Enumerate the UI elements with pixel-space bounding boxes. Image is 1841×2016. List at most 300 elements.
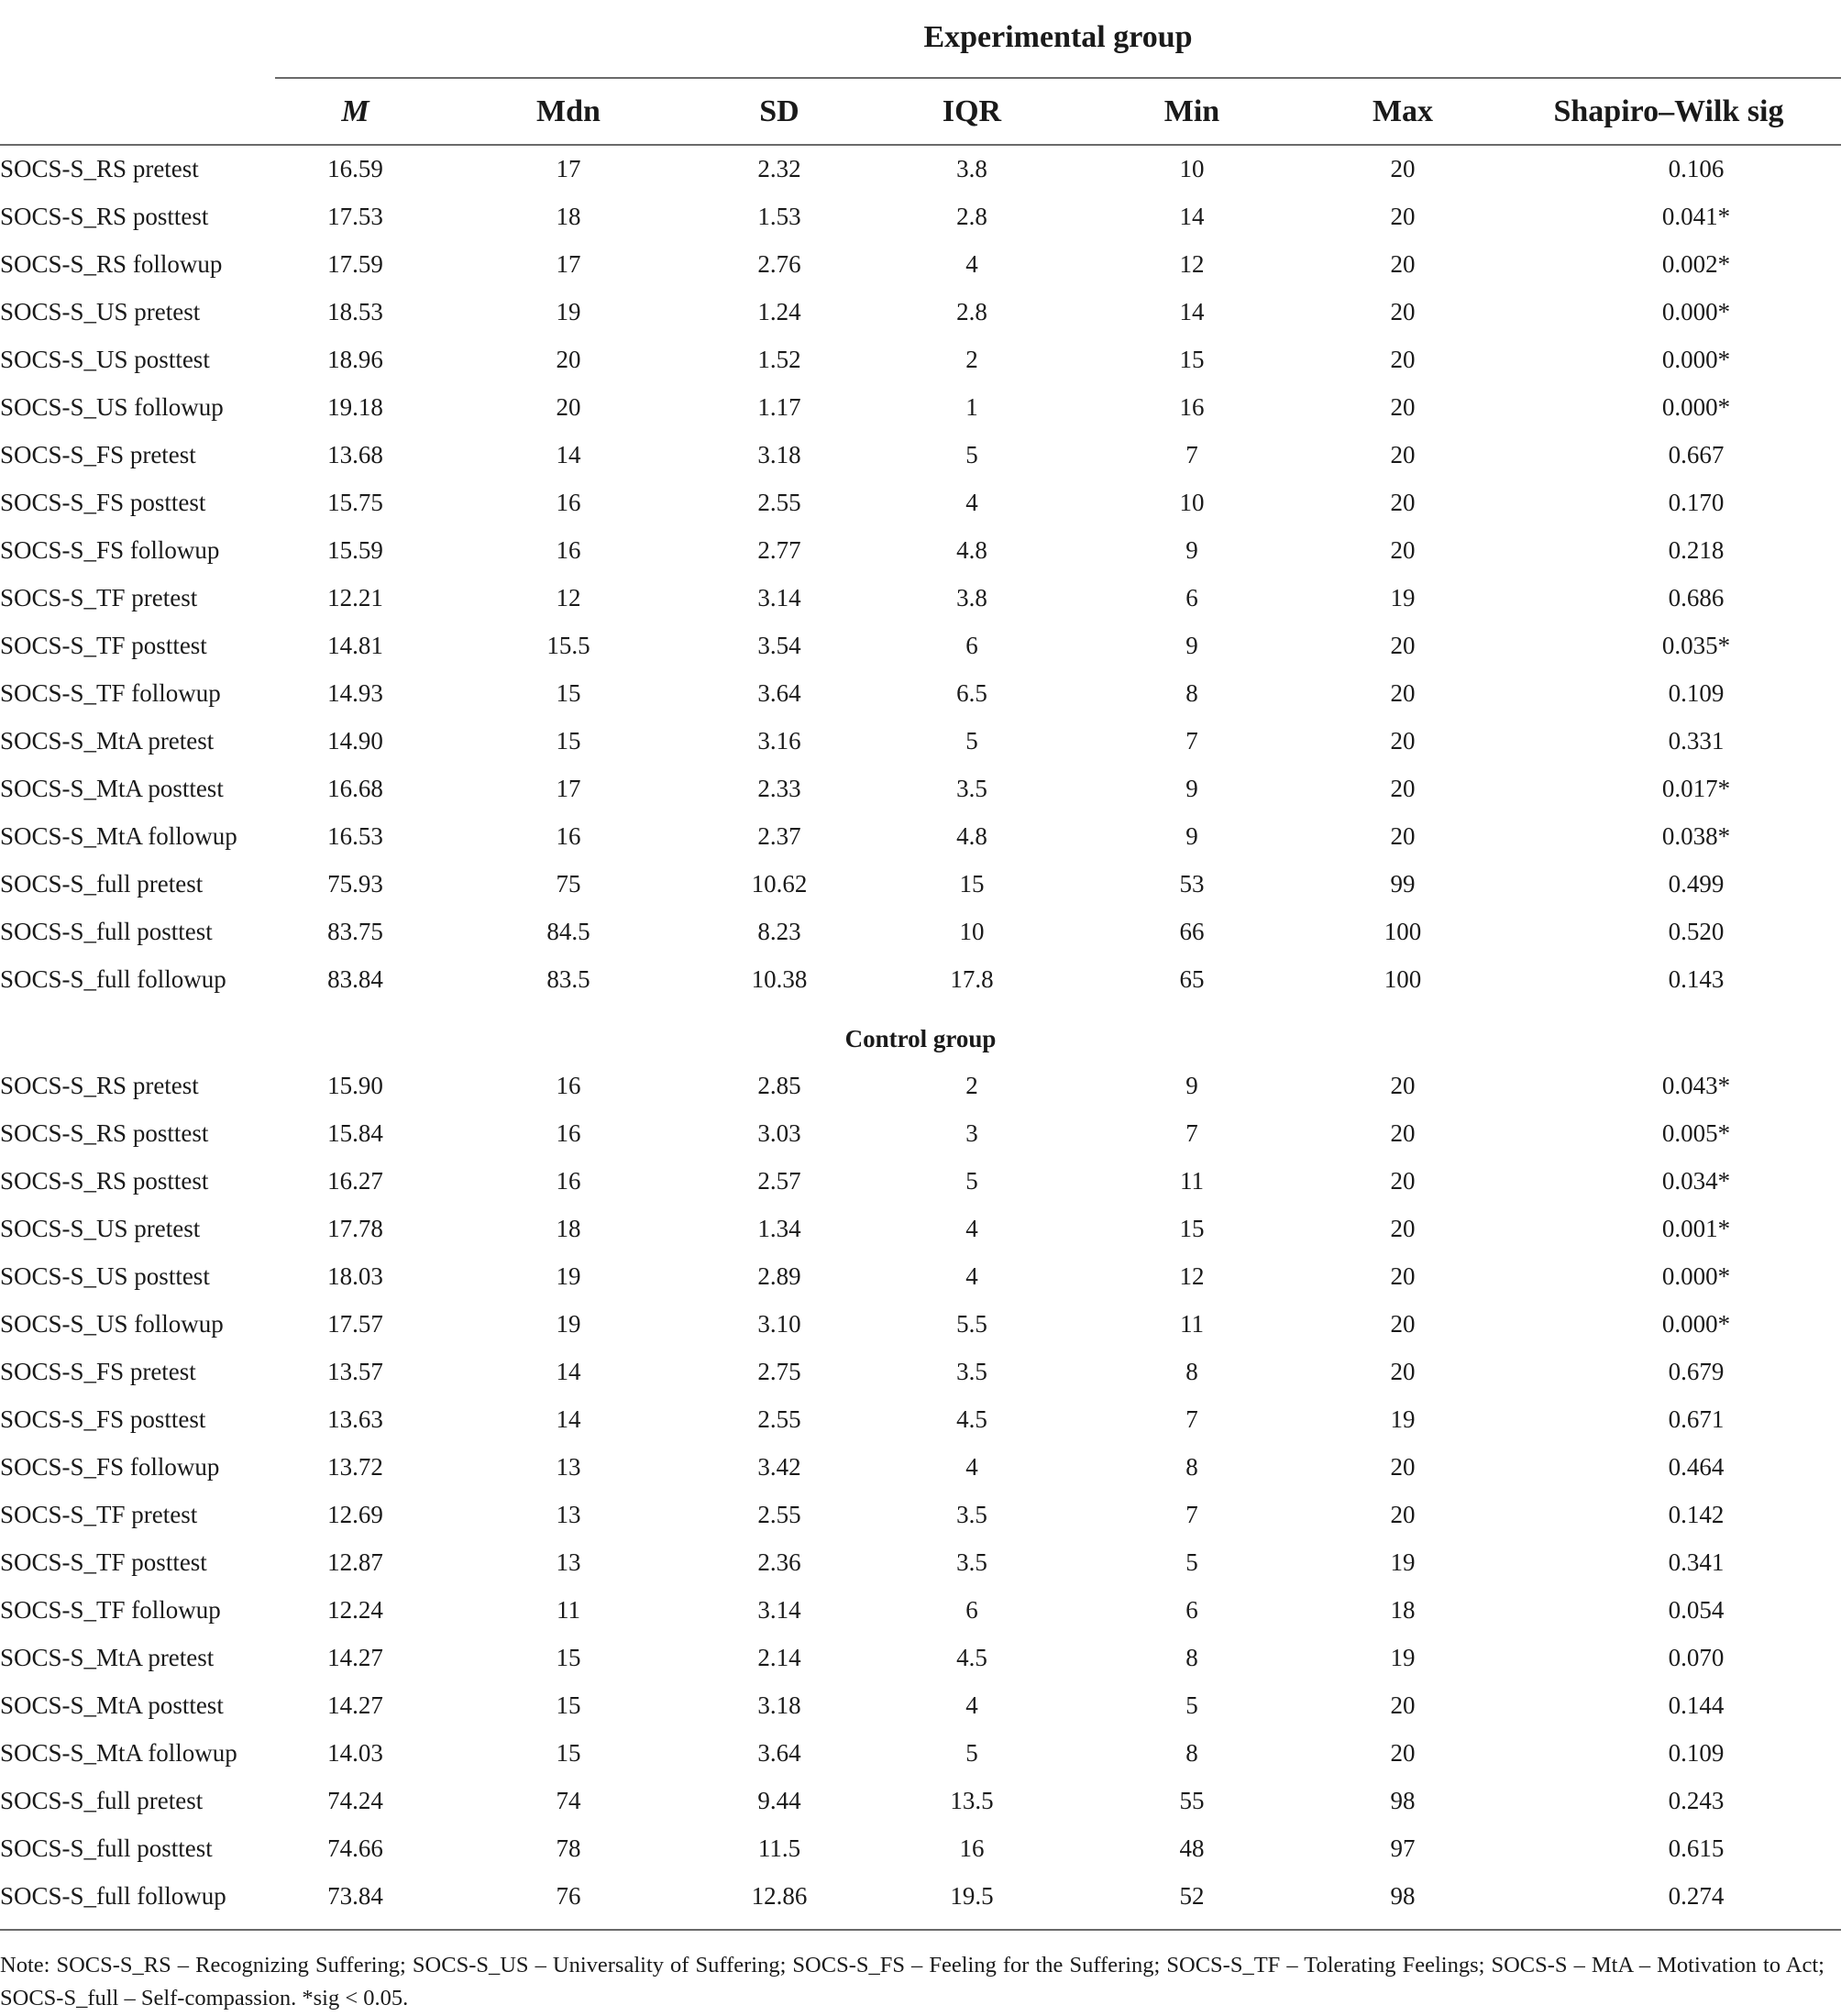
cell-label: SOCS-S_RS pretest [0, 155, 199, 182]
cell-min: 12 [1179, 1262, 1205, 1290]
cell-mdn: 19 [556, 1310, 581, 1338]
cell-mdn: 19 [556, 298, 581, 325]
cell-max: 19 [1390, 1405, 1416, 1433]
cell-mdn: 78 [556, 1834, 581, 1862]
cell-iqr: 1 [965, 393, 978, 421]
cell-iqr: 13.5 [950, 1787, 994, 1814]
cell-label: SOCS-S_full followup [0, 1882, 226, 1910]
cell-sd: 2.77 [757, 536, 801, 564]
cell-m: 16.59 [327, 155, 383, 182]
cell-sd: 3.18 [757, 1691, 801, 1719]
cell-shapiro-wilk: 0.043* [1661, 1072, 1731, 1099]
cell-min: 5 [1185, 1548, 1198, 1576]
cell-min: 10 [1179, 489, 1205, 516]
cell-max: 19 [1390, 584, 1416, 611]
cell-m: 14.27 [327, 1644, 383, 1671]
cell-sd: 1.24 [757, 298, 801, 325]
cell-min: 8 [1185, 1739, 1198, 1767]
cell-mdn: 76 [556, 1882, 581, 1910]
cell-shapiro-wilk: 0.000* [1661, 393, 1731, 421]
cell-label: SOCS-S_TF posttest [0, 1548, 207, 1576]
cell-label: SOCS-S_TF followup [0, 679, 221, 707]
cell-m: 13.72 [327, 1453, 383, 1481]
experimental-table-row [0, 526, 1841, 574]
cell-max: 20 [1390, 822, 1416, 850]
cell-shapiro-wilk: 0.464 [1668, 1453, 1725, 1481]
cell-min: 10 [1179, 155, 1205, 182]
cell-shapiro-wilk: 0.615 [1668, 1834, 1725, 1862]
cell-label: SOCS-S_TF pretest [0, 584, 198, 611]
cell-label: SOCS-S_US pretest [0, 298, 201, 325]
cell-mdn: 13 [556, 1453, 581, 1481]
cell-mdn: 18 [556, 203, 581, 230]
control-table-row [0, 1586, 1841, 1634]
cell-label: SOCS-S_FS posttest [0, 1405, 206, 1433]
cell-min: 7 [1185, 727, 1198, 755]
cell-iqr: 3.5 [956, 775, 987, 802]
column-header-row [0, 84, 1841, 139]
cell-min: 7 [1185, 441, 1198, 468]
cell-m: 17.59 [327, 250, 383, 278]
cell-min: 66 [1179, 918, 1205, 945]
cell-max: 20 [1390, 1215, 1416, 1242]
cell-label: SOCS-S_RS posttest [0, 1167, 209, 1195]
cell-iqr: 15 [959, 870, 985, 898]
cell-mdn: 15 [556, 1691, 581, 1719]
cell-shapiro-wilk: 0.109 [1668, 1739, 1725, 1767]
cell-sd: 1.34 [757, 1215, 801, 1242]
cell-m: 12.87 [327, 1548, 383, 1576]
cell-sd: 10.62 [751, 870, 808, 898]
cell-m: 14.93 [327, 679, 383, 707]
cell-label: SOCS-S_MtA posttest [0, 775, 224, 802]
column-header-sd: SD [759, 94, 799, 128]
cell-m: 13.57 [327, 1358, 383, 1385]
cell-shapiro-wilk: 0.679 [1668, 1358, 1725, 1385]
cell-iqr: 16 [959, 1834, 985, 1862]
cell-min: 9 [1185, 822, 1198, 850]
cell-m: 17.53 [327, 203, 383, 230]
cell-shapiro-wilk: 0.686 [1668, 584, 1725, 611]
group-title-rule [275, 77, 1841, 79]
cell-mdn: 17 [556, 775, 581, 802]
experimental-table-row [0, 431, 1841, 479]
cell-mdn: 17 [556, 250, 581, 278]
cell-iqr: 6 [965, 632, 978, 659]
cell-m: 12.21 [327, 584, 383, 611]
cell-mdn: 13 [556, 1501, 581, 1528]
cell-iqr: 3.5 [956, 1548, 987, 1576]
cell-mdn: 16 [556, 1072, 581, 1099]
cell-shapiro-wilk: 0.000* [1661, 1310, 1731, 1338]
cell-m: 75.93 [327, 870, 383, 898]
cell-iqr: 4.8 [956, 822, 987, 850]
cell-sd: 3.64 [757, 679, 801, 707]
cell-shapiro-wilk: 0.034* [1661, 1167, 1731, 1195]
cell-max: 20 [1390, 679, 1416, 707]
cell-sd: 2.36 [757, 1548, 801, 1576]
cell-max: 20 [1390, 1501, 1416, 1528]
control-rows [0, 1062, 1841, 1920]
cell-iqr: 19.5 [950, 1882, 994, 1910]
cell-iqr: 4.8 [956, 536, 987, 564]
cell-iqr: 4 [965, 489, 978, 516]
experimental-table-row [0, 860, 1841, 908]
cell-label: SOCS-S_RS pretest [0, 1072, 199, 1099]
cell-label: SOCS-S_full posttest [0, 1834, 213, 1862]
experimental-rows [0, 145, 1841, 1003]
cell-label: SOCS-S_US posttest [0, 346, 210, 373]
cell-label: SOCS-S_full pretest [0, 870, 204, 898]
experimental-table-row [0, 193, 1841, 240]
experimental-table-row [0, 288, 1841, 336]
cell-m: 12.69 [327, 1501, 383, 1528]
cell-min: 7 [1185, 1119, 1198, 1147]
experimental-table-row [0, 336, 1841, 383]
cell-max: 20 [1390, 393, 1416, 421]
cell-m: 14.81 [327, 632, 383, 659]
control-table-row [0, 1681, 1841, 1729]
cell-min: 6 [1185, 1596, 1198, 1624]
cell-label: SOCS-S_FS pretest [0, 441, 196, 468]
cell-max: 20 [1390, 1310, 1416, 1338]
cell-min: 53 [1179, 870, 1205, 898]
cell-label: SOCS-S_FS pretest [0, 1358, 196, 1385]
cell-sd: 10.38 [751, 965, 808, 993]
cell-shapiro-wilk: 0.035* [1661, 632, 1731, 659]
cell-sd: 3.03 [757, 1119, 801, 1147]
cell-max: 20 [1390, 203, 1416, 230]
control-table-row [0, 1491, 1841, 1538]
experimental-table-row [0, 717, 1841, 765]
cell-label: SOCS-S_full followup [0, 965, 226, 993]
table-note: Note: SOCS-S_RS – Recognizing Suffering; SOCS-S_US – Universality of Suffering; SOCS-S_FS – Feeling for the Suffering; SOCS-S_TF – Tolerating Feelings; SOCS-S – MtA – Motivation to Act; SOCS-S_full – Self-compassion. *sig < 0.05. [0, 1953, 1824, 2010]
cell-max: 20 [1390, 775, 1416, 802]
cell-sd: 2.57 [757, 1167, 801, 1195]
cell-sd: 3.54 [757, 632, 801, 659]
cell-iqr: 2 [965, 346, 978, 373]
experimental-group-title: Experimental group [923, 20, 1193, 54]
column-header-mdn: Mdn [536, 94, 601, 128]
cell-mdn: 15.5 [546, 632, 590, 659]
cell-m: 15.84 [327, 1119, 383, 1147]
cell-m: 83.75 [327, 918, 383, 945]
cell-m: 15.90 [327, 1072, 383, 1099]
cell-sd: 2.75 [757, 1358, 801, 1385]
cell-max: 98 [1390, 1787, 1416, 1814]
cell-shapiro-wilk: 0.331 [1668, 727, 1725, 755]
cell-iqr: 6.5 [956, 679, 987, 707]
cell-sd: 1.17 [757, 393, 801, 421]
cell-sd: 9.44 [757, 1787, 801, 1814]
cell-max: 20 [1390, 1119, 1416, 1147]
cell-min: 65 [1179, 965, 1205, 993]
cell-iqr: 5 [965, 1167, 978, 1195]
cell-label: SOCS-S_US posttest [0, 1262, 210, 1290]
cell-shapiro-wilk: 0.671 [1668, 1405, 1725, 1433]
cell-min: 16 [1179, 393, 1205, 421]
cell-label: SOCS-S_full pretest [0, 1787, 204, 1814]
control-table-row [0, 1443, 1841, 1491]
cell-iqr: 5 [965, 727, 978, 755]
cell-label: SOCS-S_RS posttest [0, 1119, 209, 1147]
cell-shapiro-wilk: 0.520 [1668, 918, 1725, 945]
cell-iqr: 3.8 [956, 155, 987, 182]
cell-label: SOCS-S_TF posttest [0, 632, 207, 659]
cell-label: SOCS-S_FS posttest [0, 489, 206, 516]
cell-m: 14.03 [327, 1739, 383, 1767]
cell-shapiro-wilk: 0.218 [1668, 536, 1725, 564]
control-table-row [0, 1538, 1841, 1586]
experimental-table-row [0, 574, 1841, 622]
cell-m: 74.66 [327, 1834, 383, 1862]
cell-mdn: 83.5 [546, 965, 590, 993]
cell-max: 20 [1390, 1262, 1416, 1290]
cell-sd: 3.18 [757, 441, 801, 468]
cell-m: 15.75 [327, 489, 383, 516]
experimental-table-row [0, 908, 1841, 955]
column-header-m: M [341, 94, 369, 128]
cell-mdn: 15 [556, 727, 581, 755]
cell-shapiro-wilk: 0.038* [1661, 822, 1731, 850]
cell-mdn: 12 [556, 584, 581, 611]
cell-min: 5 [1185, 1691, 1198, 1719]
cell-mdn: 15 [556, 1739, 581, 1767]
cell-shapiro-wilk: 0.341 [1668, 1548, 1725, 1576]
column-header-min: Min [1163, 94, 1220, 128]
cell-shapiro-wilk: 0.143 [1668, 965, 1725, 993]
cell-max: 100 [1384, 918, 1422, 945]
cell-mdn: 15 [556, 679, 581, 707]
cell-shapiro-wilk: 0.274 [1668, 1882, 1725, 1910]
cell-shapiro-wilk: 0.005* [1661, 1119, 1731, 1147]
cell-iqr: 2 [965, 1072, 978, 1099]
cell-shapiro-wilk: 0.106 [1668, 155, 1725, 182]
cell-mdn: 74 [556, 1787, 581, 1814]
cell-shapiro-wilk: 0.054 [1668, 1596, 1725, 1624]
cell-sd: 1.52 [757, 346, 801, 373]
cell-label: SOCS-S_FS followup [0, 536, 220, 564]
cell-shapiro-wilk: 0.017* [1661, 775, 1731, 802]
cell-label: SOCS-S_TF pretest [0, 1501, 198, 1528]
cell-mdn: 16 [556, 536, 581, 564]
cell-m: 16.27 [327, 1167, 383, 1195]
cell-max: 97 [1390, 1834, 1416, 1862]
cell-max: 20 [1390, 1167, 1416, 1195]
cell-shapiro-wilk: 0.041* [1661, 203, 1731, 230]
cell-shapiro-wilk: 0.000* [1661, 346, 1731, 373]
cell-iqr: 4 [965, 1262, 978, 1290]
cell-m: 18.53 [327, 298, 383, 325]
cell-sd: 8.23 [757, 918, 801, 945]
control-table-row [0, 1252, 1841, 1300]
cell-max: 20 [1390, 1453, 1416, 1481]
cell-sd: 12.86 [751, 1882, 808, 1910]
cell-max: 19 [1390, 1548, 1416, 1576]
cell-m: 17.78 [327, 1215, 383, 1242]
cell-iqr: 3.8 [956, 584, 987, 611]
cell-m: 74.24 [327, 1787, 383, 1814]
experimental-table-row [0, 669, 1841, 717]
cell-sd: 2.85 [757, 1072, 801, 1099]
cell-label: SOCS-S_MtA pretest [0, 1644, 215, 1671]
cell-iqr: 3.5 [956, 1501, 987, 1528]
cell-mdn: 20 [556, 346, 581, 373]
cell-min: 9 [1185, 1072, 1198, 1099]
cell-sd: 3.42 [757, 1453, 801, 1481]
experimental-table-row [0, 240, 1841, 288]
cell-sd: 2.89 [757, 1262, 801, 1290]
cell-sd: 3.16 [757, 727, 801, 755]
experimental-table-row [0, 622, 1841, 669]
cell-mdn: 15 [556, 1644, 581, 1671]
experimental-table-row [0, 765, 1841, 812]
cell-label: SOCS-S_full posttest [0, 918, 213, 945]
experimental-table-row [0, 383, 1841, 431]
cell-iqr: 6 [965, 1596, 978, 1624]
cell-max: 18 [1390, 1596, 1416, 1624]
cell-min: 48 [1179, 1834, 1205, 1862]
cell-label: SOCS-S_US pretest [0, 1215, 201, 1242]
cell-min: 14 [1179, 298, 1205, 325]
cell-label: SOCS-S_MtA posttest [0, 1691, 224, 1719]
cell-mdn: 20 [556, 393, 581, 421]
cell-min: 8 [1185, 1453, 1198, 1481]
cell-min: 15 [1179, 1215, 1205, 1242]
cell-mdn: 18 [556, 1215, 581, 1242]
cell-max: 20 [1390, 536, 1416, 564]
cell-max: 20 [1390, 489, 1416, 516]
cell-sd: 2.55 [757, 1405, 801, 1433]
cell-min: 9 [1185, 632, 1198, 659]
cell-m: 15.59 [327, 536, 383, 564]
cell-min: 12 [1179, 250, 1205, 278]
cell-label: SOCS-S_TF followup [0, 1596, 221, 1624]
cell-iqr: 2.8 [956, 203, 987, 230]
control-table-row [0, 1729, 1841, 1777]
column-header-max: Max [1372, 94, 1434, 128]
cell-sd: 2.33 [757, 775, 801, 802]
cell-iqr: 4.5 [956, 1644, 987, 1671]
cell-shapiro-wilk: 0.070 [1668, 1644, 1725, 1671]
cell-max: 20 [1390, 1072, 1416, 1099]
cell-sd: 1.53 [757, 203, 801, 230]
cell-mdn: 16 [556, 1119, 581, 1147]
cell-iqr: 5 [965, 1739, 978, 1767]
cell-iqr: 4.5 [956, 1405, 987, 1433]
cell-min: 8 [1185, 679, 1198, 707]
control-group-title: Control group [844, 1025, 997, 1052]
cell-sd: 3.14 [757, 1596, 801, 1624]
cell-m: 12.24 [327, 1596, 383, 1624]
cell-min: 7 [1185, 1405, 1198, 1433]
cell-max: 20 [1390, 727, 1416, 755]
cell-sd: 2.55 [757, 489, 801, 516]
cell-shapiro-wilk: 0.243 [1668, 1787, 1725, 1814]
cell-shapiro-wilk: 0.144 [1668, 1691, 1725, 1719]
cell-shapiro-wilk: 0.000* [1661, 298, 1731, 325]
cell-mdn: 16 [556, 489, 581, 516]
cell-max: 20 [1390, 441, 1416, 468]
cell-label: SOCS-S_US followup [0, 393, 224, 421]
cell-mdn: 14 [556, 441, 581, 468]
cell-m: 16.68 [327, 775, 383, 802]
cell-max: 20 [1390, 1358, 1416, 1385]
cell-label: SOCS-S_MtA followup [0, 822, 237, 850]
column-header-shapiro-wilk: Shapiro–Wilk sig [1553, 94, 1784, 128]
cell-min: 15 [1179, 346, 1205, 373]
cell-iqr: 10 [959, 918, 985, 945]
control-table-row [0, 1348, 1841, 1395]
cell-mdn: 75 [556, 870, 581, 898]
cell-sd: 3.14 [757, 584, 801, 611]
cell-min: 8 [1185, 1644, 1198, 1671]
cell-min: 14 [1179, 203, 1205, 230]
cell-min: 11 [1180, 1167, 1204, 1195]
table-bottom-rule [0, 1929, 1841, 1931]
cell-label: SOCS-S_MtA followup [0, 1739, 237, 1767]
cell-shapiro-wilk: 0.002* [1661, 250, 1731, 278]
cell-min: 8 [1185, 1358, 1198, 1385]
cell-m: 83.84 [327, 965, 383, 993]
cell-mdn: 11 [557, 1596, 580, 1624]
cell-mdn: 84.5 [546, 918, 590, 945]
control-table-row [0, 1205, 1841, 1252]
cell-label: SOCS-S_RS posttest [0, 203, 209, 230]
cell-m: 14.90 [327, 727, 383, 755]
control-table-row [0, 1300, 1841, 1348]
cell-label: SOCS-S_US followup [0, 1310, 224, 1338]
cell-iqr: 3.5 [956, 1358, 987, 1385]
cell-sd: 3.64 [757, 1739, 801, 1767]
cell-shapiro-wilk: 0.499 [1668, 870, 1725, 898]
cell-sd: 11.5 [757, 1834, 801, 1862]
cell-m: 19.18 [327, 393, 383, 421]
cell-label: SOCS-S_RS followup [0, 250, 223, 278]
cell-mdn: 14 [556, 1405, 581, 1433]
cell-sd: 2.37 [757, 822, 801, 850]
cell-max: 20 [1390, 155, 1416, 182]
cell-iqr: 4 [965, 1453, 978, 1481]
cell-label: SOCS-S_FS followup [0, 1453, 220, 1481]
cell-max: 98 [1390, 1882, 1416, 1910]
cell-min: 11 [1180, 1310, 1204, 1338]
control-table-row [0, 1395, 1841, 1443]
cell-iqr: 5.5 [956, 1310, 987, 1338]
cell-mdn: 16 [556, 822, 581, 850]
cell-m: 13.68 [327, 441, 383, 468]
control-table-row [0, 1062, 1841, 1109]
cell-iqr: 3 [965, 1119, 978, 1147]
experimental-table-row [0, 145, 1841, 193]
cell-m: 18.03 [327, 1262, 383, 1290]
control-table-row [0, 1109, 1841, 1157]
cell-sd: 2.32 [757, 155, 801, 182]
cell-iqr: 2.8 [956, 298, 987, 325]
cell-max: 20 [1390, 1691, 1416, 1719]
cell-m: 18.96 [327, 346, 383, 373]
cell-max: 20 [1390, 346, 1416, 373]
control-table-row [0, 1872, 1841, 1920]
cell-iqr: 4 [965, 250, 978, 278]
cell-iqr: 5 [965, 441, 978, 468]
cell-max: 20 [1390, 250, 1416, 278]
cell-label: SOCS-S_MtA pretest [0, 727, 215, 755]
cell-m: 16.53 [327, 822, 383, 850]
cell-shapiro-wilk: 0.001* [1661, 1215, 1731, 1242]
cell-m: 17.57 [327, 1310, 383, 1338]
cell-max: 20 [1390, 632, 1416, 659]
